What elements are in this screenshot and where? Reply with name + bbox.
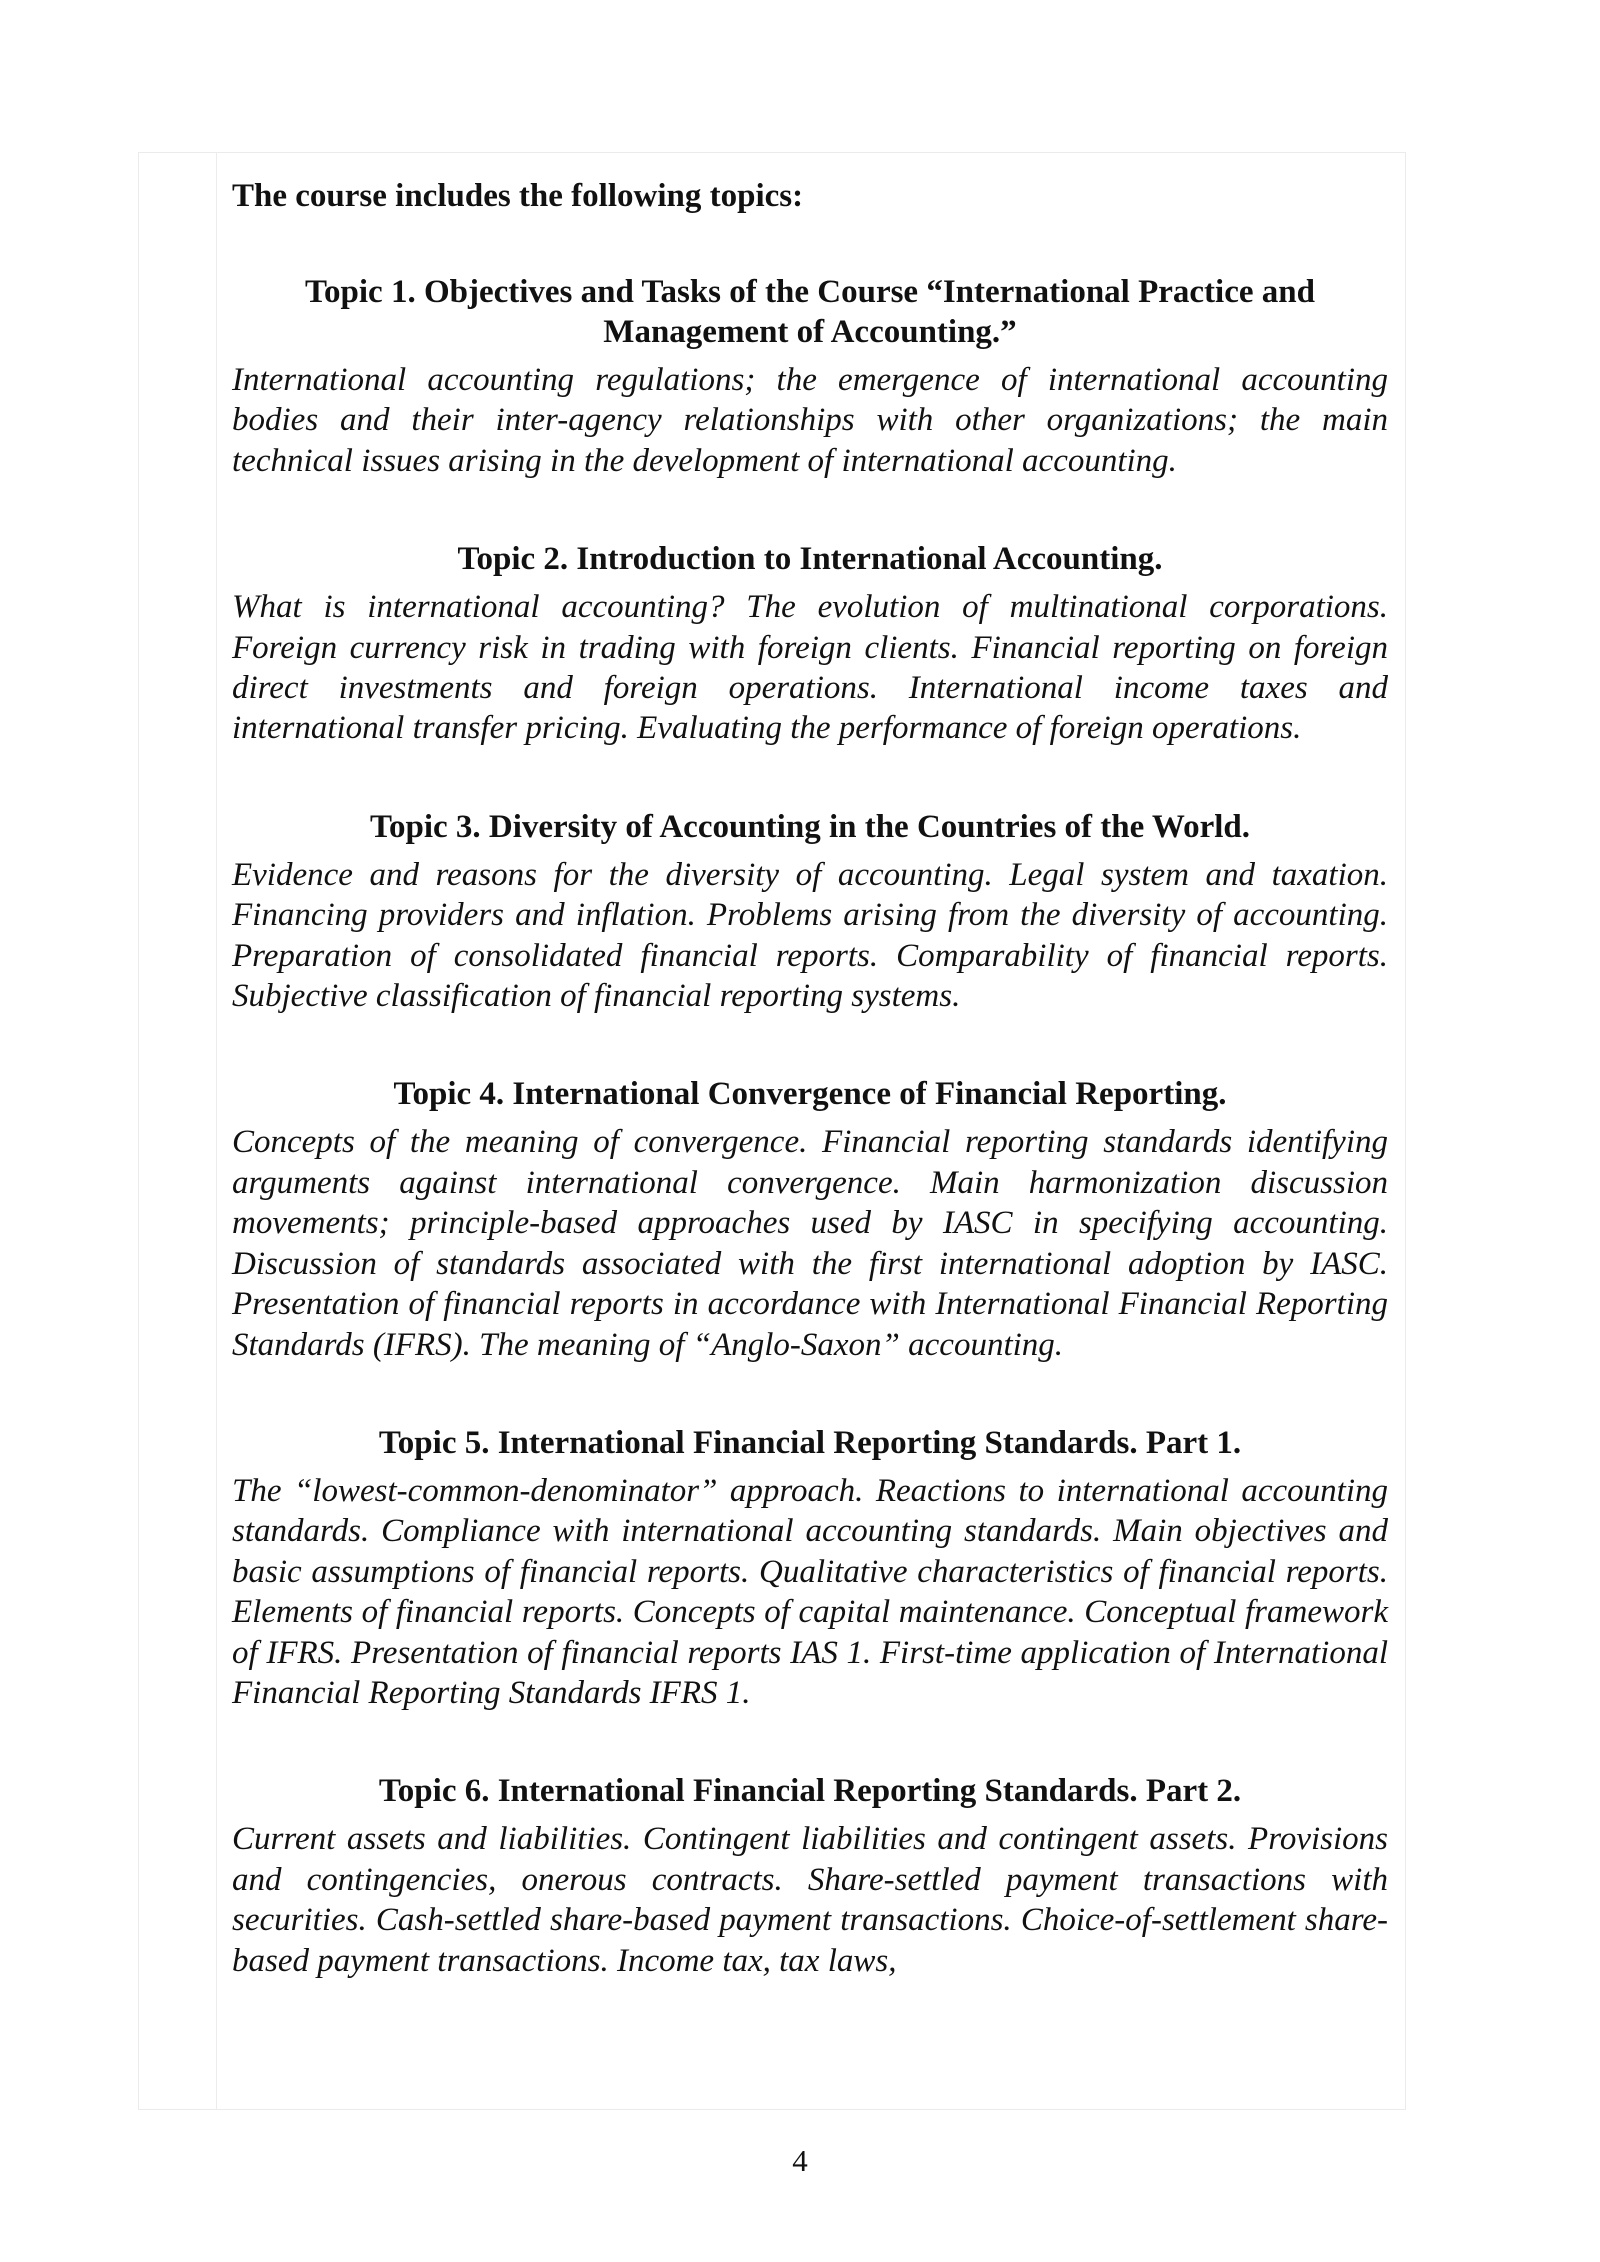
topic-title: Topic 4. International Convergence of Financial Reporting. [393,1076,1227,1113]
topic-body: Current assets and liabilities. Contingent liabilities and contingent assets. Provisions and contingencies, onerous contracts. Share-settled payment transactions with securities. Cash-settled share-based payment transactions. Choice-of-settlement share-based payment transactions. Income tax, tax laws, [232,1821,1388,1979]
topic-title: Topic 5. International Financial Reporting Standards. Part 1. [378,1424,1242,1461]
topic-6 [232,1771,1388,1981]
topic-body: Concepts of the meaning of convergence. Financial reporting standards identifying arguments against international convergence. Main harmonization discussion movements; principle-based approaches used by IASC in specifying accounting. Discussion of standards associated with the first international adoption by IASC. Presentation of financial reports in accordance with International Financial Reporting Standards (IFRS). The meaning of “Anglo-Saxon” accounting. [232,1124,1388,1363]
page-number: 4 [792,2143,808,2178]
topic-5 [232,1423,1388,1713]
topic-body: What is international accounting? The evolution of multinational corporations. Foreign currency risk in trading with foreign clients. Financial reporting on foreign direct investments and foreign operations. International income taxes and international transfer pricing. Evaluating the performance of foreign operations. [232,589,1388,747]
topic-3 [232,807,1388,1017]
topic-4 [232,1074,1388,1364]
document-content [232,176,1388,2039]
topic-2 [232,539,1388,749]
topic-title: Topic 6. International Financial Reporting Standards. Part 2. [378,1773,1242,1810]
topic-title: Topic 1. Objectives and Tasks of the Course “International Practice and Management of Accounting.” [305,274,1315,350]
topic-body: Evidence and reasons for the diversity of accounting. Legal system and taxation. Financing providers and inflation. Problems arising from the diversity of accounting. Preparation of consolidated financial reports. Comparability of financial reports. Subjective classification of financial reporting systems. [232,856,1388,1015]
frame-margin-rule [216,152,217,2110]
topic-title: Topic 2. Introduction to International Accounting. [457,541,1163,578]
intro-heading: The course includes the following topics: [232,178,804,214]
topic-title: Topic 3. Diversity of Accounting in the Countries of the World. [369,808,1251,845]
topic-body: International accounting regulations; the emergence of international accounting bodies and their inter-agency relationships with other organizations; the main technical issues arising in the development of international accounting. [232,362,1388,479]
topic-body: The “lowest-common-denominator” approach. Reactions to international accounting standards. Compliance with international accounting standards. Main objectives and basic assumptions of financial reports. Qualitative characteristics of financial reports. Elements of financial reports. Concepts of capital maintenance. Conceptual framework of IFRS. Presentation of financial reports IAS 1. First-time application of International Financial Reporting Standards IFRS 1. [232,1472,1388,1711]
topic-1 [232,272,1388,481]
